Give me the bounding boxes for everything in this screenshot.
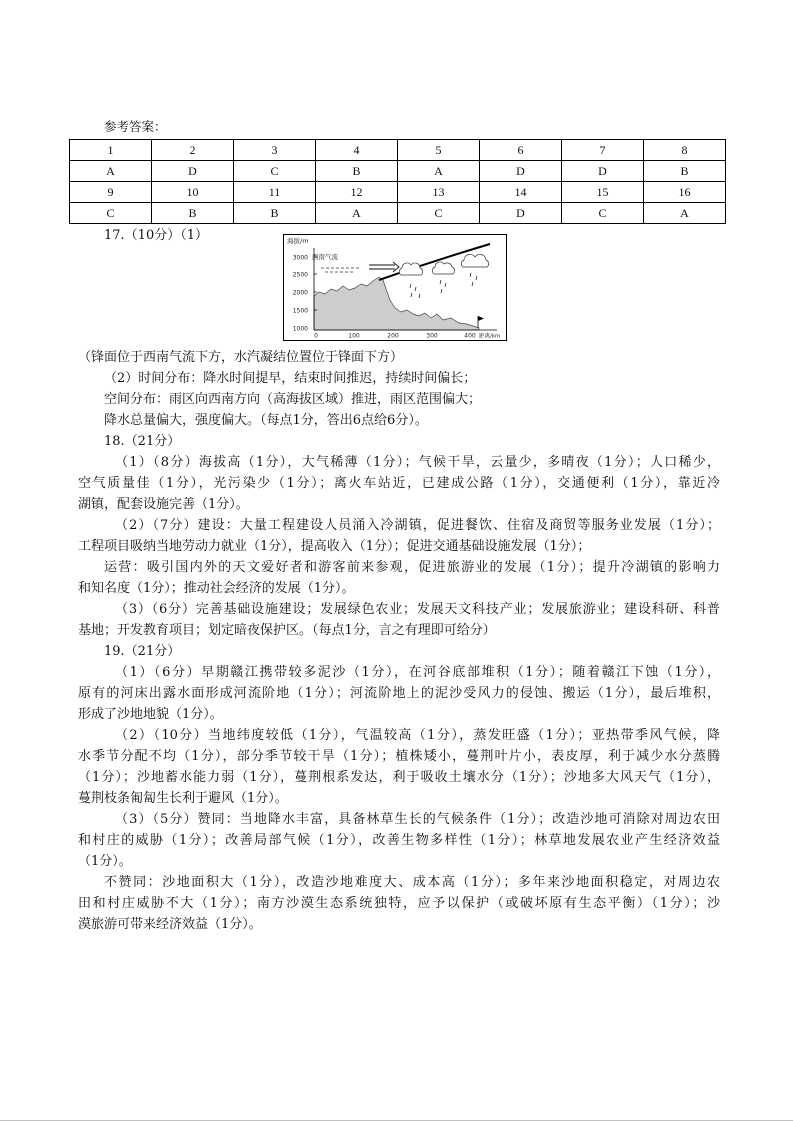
table-cell: C xyxy=(70,203,152,224)
table-cell: 5 xyxy=(398,140,480,161)
table-cell: 9 xyxy=(70,182,152,203)
table-cell: 16 xyxy=(644,182,726,203)
q18-line: （3）（6分）完善基础设施建设；发展绿色农业；发展天文科技产业；发展旅游业；建设科研、科普 xyxy=(115,602,720,617)
table-cell: D xyxy=(480,203,562,224)
table-cell: A xyxy=(316,203,398,224)
answer-key-title: 参考答案： xyxy=(104,119,167,134)
table-cell: 13 xyxy=(398,182,480,203)
table-cell: B xyxy=(644,161,726,182)
q19-line: （1分）；沙地蓄水能力弱（1分），蔓荆根系发达，利于吸收土壤水分（1分）；沙地多大风天气（1分）， xyxy=(78,770,720,785)
table-cell: 1 xyxy=(70,140,152,161)
table-cell: 14 xyxy=(480,182,562,203)
cloud-icon xyxy=(399,263,422,275)
x-tick-label: 400 xyxy=(464,332,476,340)
table-cell: B xyxy=(234,203,316,224)
y-tick-label: 1000 xyxy=(292,325,308,333)
table-cell: 12 xyxy=(316,182,398,203)
table-cell: C xyxy=(234,161,316,182)
question-18-heading: 18.（21分） xyxy=(104,434,181,449)
q18-line: （1）（8分）海拔高（1分），大气稀薄（1分）；气候干旱，云量少，多晴夜（1分）；人口稀少， xyxy=(115,455,720,470)
table-cell: 15 xyxy=(562,182,644,203)
x-tick-label: 0 xyxy=(314,332,318,340)
table-row xyxy=(70,182,726,203)
q18-line: 空气质量佳（1分），光污染少（1分）；离火车站近，已建成公路（1分），交通便利（1分），靠近冷 xyxy=(78,476,720,491)
y-tick-label: 2000 xyxy=(292,289,308,297)
q17-part2-total: 降水总量偏大，强度偏大。（每点1分，答出6点给6分）。 xyxy=(104,413,428,428)
q19-line: 和村庄的威胁（1分）；改善局部气候（1分），改善生物多样性（1分）；林草地发展农业产生经济效益 xyxy=(78,833,720,848)
table-cell: 3 xyxy=(234,140,316,161)
airflow-label: 西南气流 xyxy=(312,253,338,261)
table-cell: A xyxy=(398,161,480,182)
x-tick-label: 100 xyxy=(348,332,360,340)
page-bottom-edge xyxy=(0,1120,793,1121)
x-tick-label: 300 xyxy=(426,332,438,340)
q18-line: 工程项目吸纳当地劳动力就业（1分），提高收入（1分）；促进交通基础设施发展（1分）； xyxy=(78,539,591,554)
q17-part2-time: （2）时间分布：降水时间提早，结束时间推迟，持续时间偏长； xyxy=(104,371,477,386)
answer-body xyxy=(0,347,793,935)
table-cell: B xyxy=(316,161,398,182)
q19-line: 形成了沙地地貌（1分）。 xyxy=(78,707,223,722)
table-cell: D xyxy=(152,161,234,182)
q18-line: 基地；开发教育项目；划定暗夜保护区。（每点1分，言之有理即可给分） xyxy=(78,623,496,638)
q18-line: 和知名度（1分）；推动社会经济的发展（1分）。 xyxy=(78,581,355,596)
table-cell: 2 xyxy=(152,140,234,161)
x-tick-label: 200 xyxy=(387,332,399,340)
q19-line: 不赞同：沙地面积大（1分），改造沙地难度大、成本高（1分）；多年来沙地面积稳定，对周边农 xyxy=(104,875,720,890)
table-cell: 4 xyxy=(316,140,398,161)
y-tick-label: 2500 xyxy=(292,271,308,279)
cloud-shape xyxy=(399,263,422,275)
table-cell: D xyxy=(480,161,562,182)
table-row xyxy=(70,140,726,161)
q18-line: 湖镇，配套设施完善（1分）。 xyxy=(78,497,249,512)
table-cell: 10 xyxy=(152,182,234,203)
table-row xyxy=(70,161,726,182)
q17-part2-space: 空间分布：雨区向西南方向（高海拔区域）推进，雨区范围偏大； xyxy=(104,392,482,407)
table-cell: A xyxy=(644,203,726,224)
table-cell: 11 xyxy=(234,182,316,203)
q19-line: （1）（6分）早期赣江携带较多泥沙（1分），在河谷底部堆积（1分）；随着赣江下蚀（1分）， xyxy=(115,665,720,680)
q19-line: 水季节分配不均（1分），部分季节较干旱（1分）；植株矮小，蔓荆叶片小，表皮厚，利于减少水分蒸腾 xyxy=(78,749,720,764)
q19-line: 漠旅游可带来经济效益（1分）。 xyxy=(78,917,262,932)
x-axis-label: 距离/km xyxy=(479,333,501,340)
q19-line: 田和村庄威胁不大（1分）；南方沙漠生态系统独特，应予以保护（或破坏原有生态平衡）（1分）；沙 xyxy=(78,896,720,911)
answer-table xyxy=(69,139,726,224)
table-cell: D xyxy=(562,161,644,182)
q19-line: 蔓荆枝条匍匐生长利于避风（1分）。 xyxy=(78,791,288,806)
q19-line: （1分）。 xyxy=(78,854,132,869)
table-row xyxy=(70,203,726,224)
y-tick-label: 3000 xyxy=(292,254,308,262)
table-cell: 6 xyxy=(480,140,562,161)
q19-line: （2）（10分）当地纬度较低（1分），气温较高（1分），蒸发旺盛（1分）；亚热带季风气候，降 xyxy=(115,728,720,743)
question-17-heading: 17.（10分）（1） xyxy=(104,228,208,243)
table-cell: B xyxy=(152,203,234,224)
y-tick-label: 1500 xyxy=(292,307,308,315)
q17-note: （锋面位于西南气流下方，水汽凝结位置位于锋面下方） xyxy=(78,350,404,365)
table-cell: 8 xyxy=(644,140,726,161)
y-axis-label: 海拔/m xyxy=(287,237,309,245)
table-cell: C xyxy=(398,203,480,224)
front-precipitation-diagram xyxy=(283,234,507,341)
table-cell: 7 xyxy=(562,140,644,161)
table-cell: A xyxy=(70,161,152,182)
q18-line: （2）（7分）建设：大量工程建设人员涌入冷湖镇，促进餐饮、住宿及商贸等服务业发展（1分）； xyxy=(115,518,720,533)
q19-line: （3）（5分）赞同：当地降水丰富，具备林草生长的气候条件（1分）；改造沙地可消除对周边农田 xyxy=(115,812,720,827)
q19-line: 原有的河床出露水面形成河流阶地（1分）；河流阶地上的泥沙受风力的侵蚀、搬运（1分），最后堆积， xyxy=(78,686,720,701)
question-19-heading: 19.（21分） xyxy=(104,644,181,659)
table-cell: C xyxy=(562,203,644,224)
q18-line: 运营：吸引国内外的天文爱好者和游客前来参观，促进旅游业的发展（1分）；提升冷湖镇的影响力 xyxy=(104,560,720,575)
